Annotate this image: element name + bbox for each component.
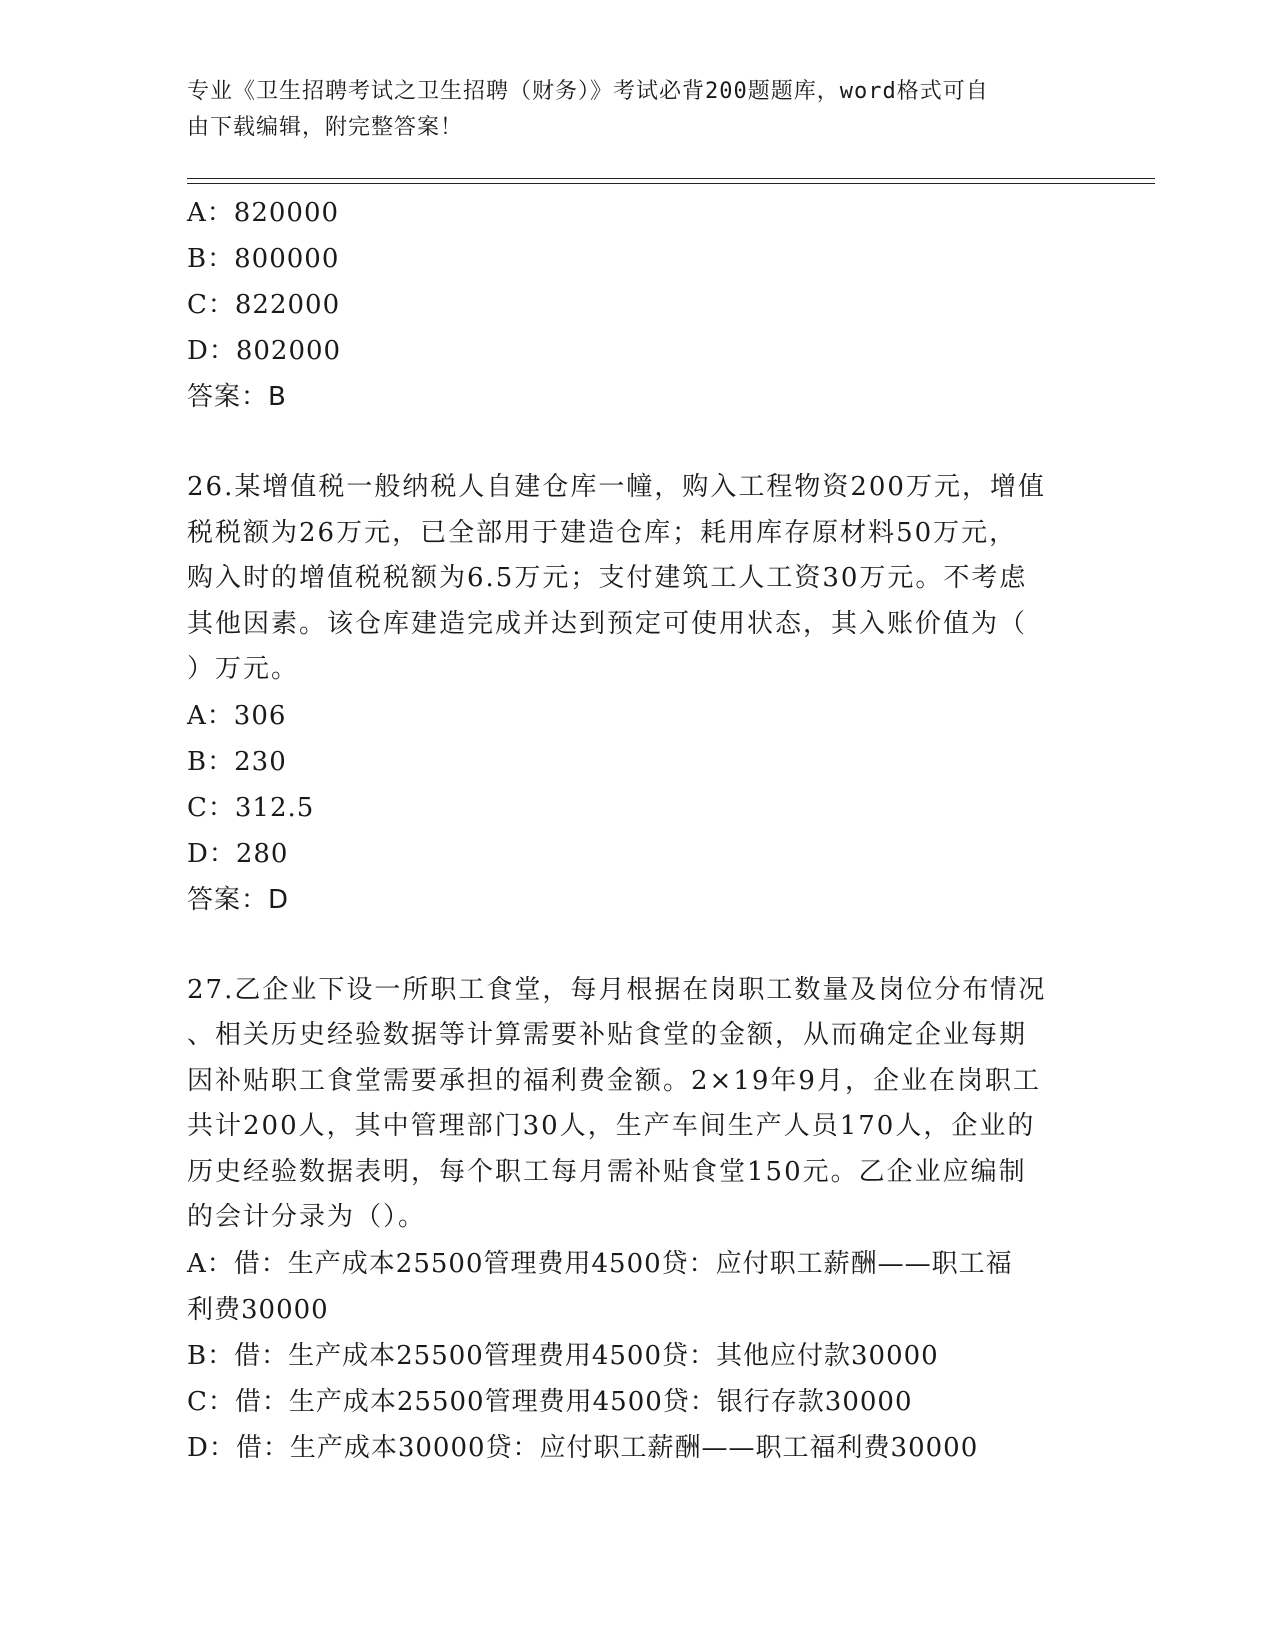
question-26-options [187,693,1087,923]
option-b: B：借：生产成本25500管理费用4500贷：其他应付款30000 [187,1340,939,1371]
question-text-line: 26.某增值税一般纳税人自建仓库一幢，购入工程物资200万元，增值 [187,472,1046,502]
question-text-line: 其他因素。该仓库建造完成并达到预定可使用状态，其入账价值为（ [187,608,1028,639]
question-25-options [187,190,1087,420]
question-27 [187,968,1087,1241]
option-b: B：230 [187,746,287,777]
header-line-1: 专业《卫生招聘考试之卫生招聘（财务）》考试必背200题题库，word格式可自 [187,79,989,104]
question-text-line: 税税额为26万元，已全部用于建造仓库；耗用库存原材料50万元， [187,517,1018,548]
option-d: D：802000 [187,336,342,366]
header-line-2: 由下载编辑，附完整答案！ [187,115,464,140]
question-text-line: 的会计分录为（）。 [187,1202,427,1232]
document-header [187,74,1067,146]
question-text-line: 、相关历史经验数据等计算需要补贴食堂的金额，从而确定企业每期 [187,1020,1028,1050]
answer-line: 答案：B [187,382,287,412]
option-a-line: 利费30000 [187,1294,329,1325]
question-text-line: 共计200人，其中管理部门30人，生产车间生产人员170人，企业的 [187,1111,1036,1141]
option-a: A：306 [187,700,287,731]
option-b: B：800000 [187,244,340,274]
question-27-options [187,1241,1087,1471]
option-c: C：借：生产成本25500管理费用4500贷：银行存款30000 [187,1386,913,1417]
option-c: C：822000 [187,290,341,320]
question-text-line: 因补贴职工食堂需要承担的福利费金额。2×19年9月，企业在岗职工 [187,1065,1041,1096]
question-text-line: 历史经验数据表明，每个职工每月需补贴食堂150元。乙企业应编制 [187,1156,1027,1187]
question-26 [187,465,1087,693]
option-a: A：820000 [187,198,340,228]
option-a [187,1241,1087,1333]
option-c: C：312.5 [187,792,315,823]
header-divider-bottom [187,183,1155,184]
option-d: D：借：生产成本30000贷：应付职工薪酬——职工福利费30000 [187,1432,979,1463]
option-d: D：280 [187,838,289,869]
document-body [187,190,1087,1471]
answer-line: 答案：D [187,884,290,915]
question-text-line: 27.乙企业下设一所职工食堂，每月根据在岗职工数量及岗位分布情况 [187,974,1047,1005]
option-a-line: A：借：生产成本25500管理费用4500贷：应付职工薪酬——职工福 [187,1248,1013,1279]
question-text-line: 购入时的增值税税额为6.5万元；支付建筑工人工资30万元。不考虑 [187,563,1028,593]
header-divider-top [187,178,1155,179]
question-text-line: ）万元。 [187,654,300,684]
